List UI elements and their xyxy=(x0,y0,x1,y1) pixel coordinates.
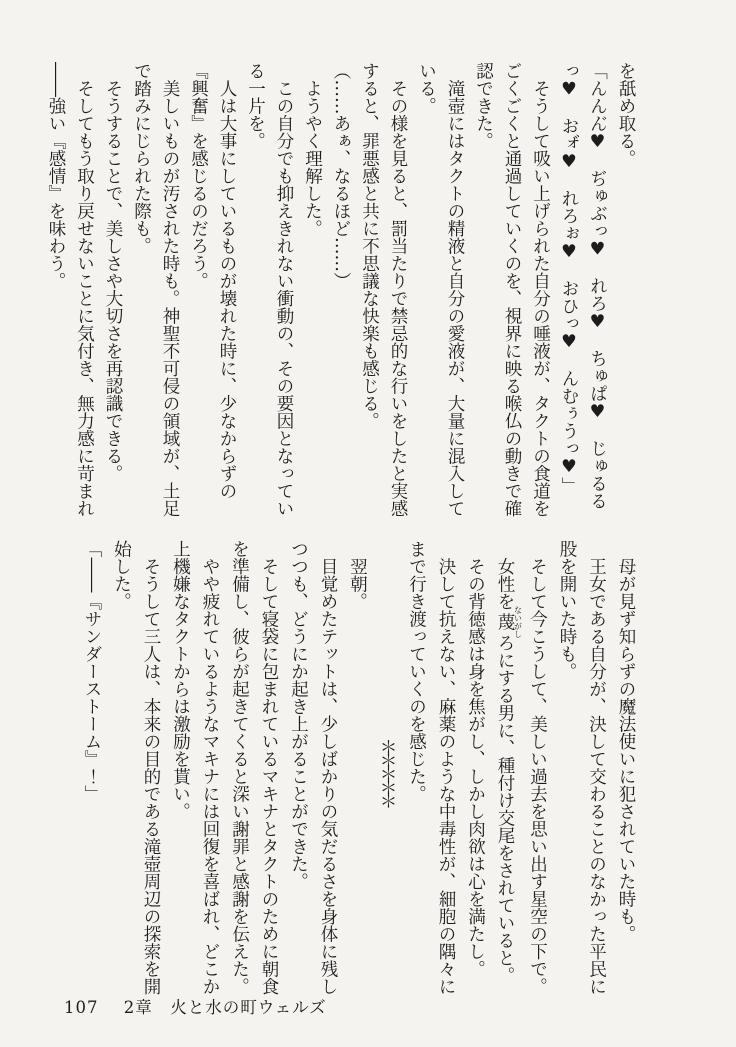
ruby-annotated-word: 蔑ないがし xyxy=(495,606,523,638)
paragraph: この自分でも抑えきれない衝動の、その要因となっている一片を。 xyxy=(245,62,294,517)
paragraph: 翌朝。 xyxy=(347,540,368,610)
paragraph: やや疲れているようなマキナには回復を喜ばれ、どこか上機嫌なタクトからは激励を貰い。 xyxy=(170,540,220,995)
paragraph: その様を見ると、罰当たりで禁忌的な行いをしたと実感すると、罪悪感と共に不思議な快楽も感じる。 xyxy=(359,62,408,517)
paragraph: そうすることで、美しさや大切さを再認識できる。 xyxy=(103,62,123,482)
paragraph: 「――『サンダーストーム』！」 xyxy=(82,540,102,803)
paragraph: 母が見ず知らずの魔法使いに犯されていた時も。 xyxy=(616,540,636,943)
paragraph: 王女である自分が、決して交わることのなかった平民に股を開いた時も。 xyxy=(557,540,607,995)
paragraph: 美しいものが汚された時も。神聖不可侵の領域が、土足で踏みにじられた際も。 xyxy=(131,62,180,517)
paragraph: そしてもう取り戻せないことに気付き、無力感に苛まれ――強い『感情』を味わう。 xyxy=(46,62,95,517)
paragraph: を舐め取る。 xyxy=(616,62,636,167)
paragraph: そして寝袋に包まれているマキナとタクトのために朝食を準備し、彼らが起きてくると深い謝罪と感謝を伝えた。 xyxy=(229,540,279,995)
paragraph: そして今こうして、美しい過去を思い出す星空の下で。 xyxy=(527,540,548,995)
chapter-title: 2章 火と水の町ウェルズ xyxy=(123,998,327,1017)
page-number: 107 xyxy=(64,998,99,1017)
paragraph: 人は大事にしているものが壊れた時に、少なからずの『興奮』を感じるのだろう。 xyxy=(188,62,237,500)
paragraph: その背徳感は身を焦がし、しかし肉欲は心を満たし。 xyxy=(465,540,486,978)
paragraph: （……あぁ、なるほど……） xyxy=(331,62,351,290)
paragraph: そうして三人は、本来の目的である滝壺周辺の探索を開始した。 xyxy=(111,540,161,995)
paragraph: 女性を蔑ないがしろにする男に、種付け交尾をされていると。 xyxy=(495,540,523,984)
section-separator: ＊＊＊＊＊ xyxy=(377,737,397,806)
paragraph: 滝壺にはタクトの精液と自分の愛液が、大量に混入している。 xyxy=(416,62,465,517)
text-band-top xyxy=(42,62,641,524)
paragraph: ようやく理解した。 xyxy=(302,62,323,237)
text-band-bottom xyxy=(77,540,641,1003)
paragraph: 「んんん゙♥ ぢゅぶっ♥ れろ♥ ちゅぱ♥ じゅるるっ♥ おォ゙♥ れろぉ♥ おひっ♥ んむぅうっ♥」 xyxy=(559,62,608,510)
paragraph: 目覚めたテットは、少しばかりの気だるさを身体に残しつつも、どうにか起き上がることができた。 xyxy=(288,540,338,995)
paragraph: 決して抗えない、麻薬のような中毒性が、細胞の隅々にまで行き渡っていくのを感じた。 xyxy=(406,540,456,995)
page-footer xyxy=(64,994,327,1018)
paragraph: そうして吸い上げられた自分の唾液が、タクトの食道をごくごくと通過していくのを、視界に映る喉仏の動きで確認できた。 xyxy=(473,62,551,517)
